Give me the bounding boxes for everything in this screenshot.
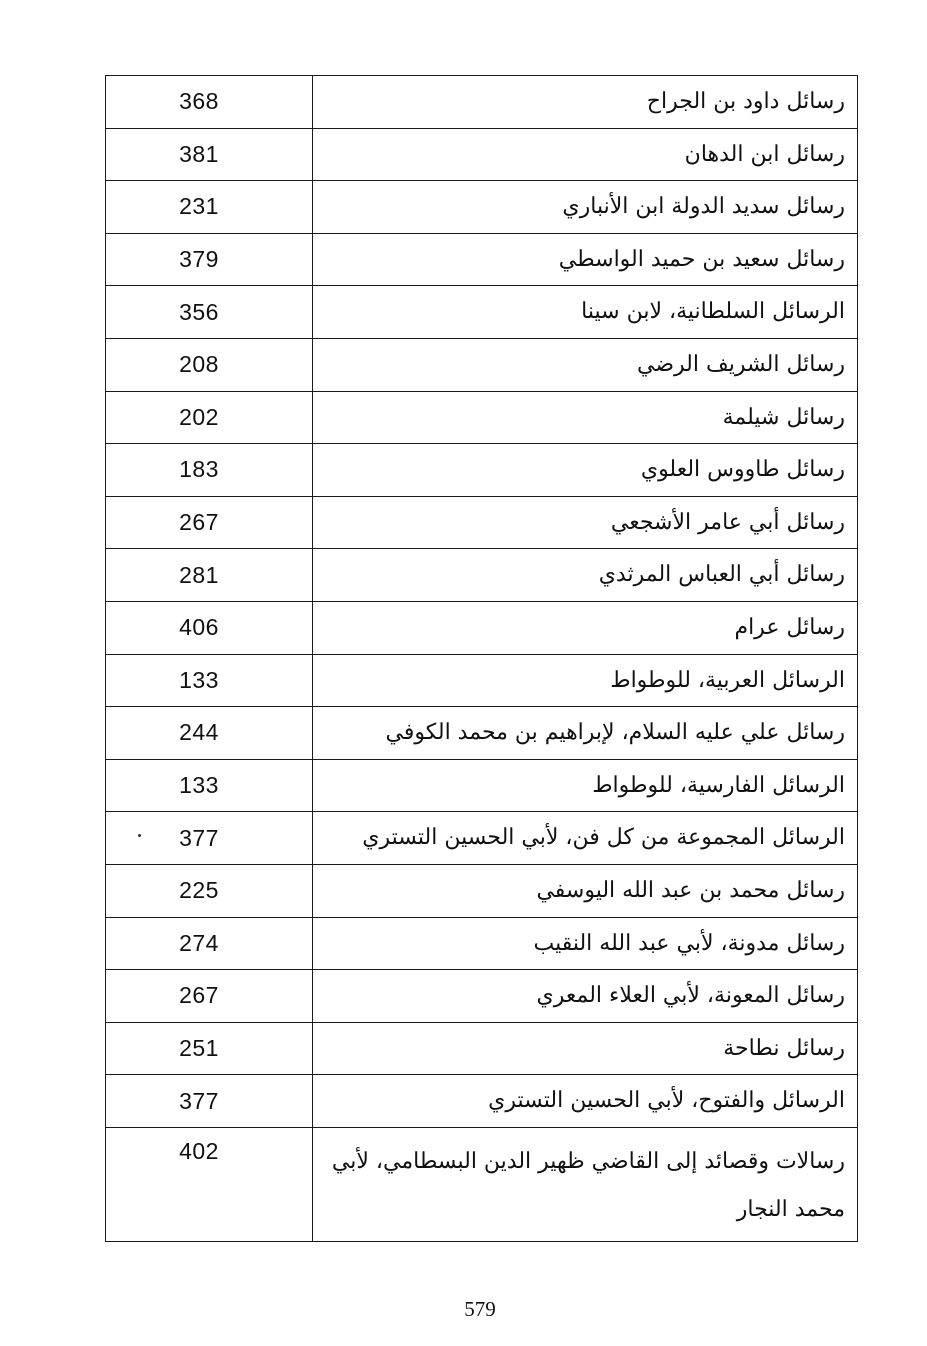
page-ref-cell: 133: [106, 759, 313, 812]
table-row: [106, 812, 858, 865]
entry-title-cell: رسائل الشريف الرضي: [313, 338, 858, 391]
entry-title-cell: رسائل المعونة، لأبي العلاء المعري: [313, 970, 858, 1023]
table-row: [106, 496, 858, 549]
entry-title-cell: رسائل علي عليه السلام، لإبراهيم بن محمد الكوفي: [313, 707, 858, 760]
page-ref-cell: 183: [106, 444, 313, 497]
page-ref-cell: 377: [106, 1075, 313, 1128]
entry-title-cell: رسائل شيلمة: [313, 391, 858, 444]
page-ref-cell: 381: [106, 128, 313, 181]
entry-title-cell: الرسائل العربية، للوطواط: [313, 654, 858, 707]
entry-title-cell: الرسائل السلطانية، لابن سينا: [313, 286, 858, 339]
page-ref-cell: 267: [106, 970, 313, 1023]
page-ref-cell: 202: [106, 391, 313, 444]
entry-title-cell: رسائل مدونة، لأبي عبد الله النقيب: [313, 917, 858, 970]
table-row: [106, 1075, 858, 1128]
page-ref-cell: 406: [106, 601, 313, 654]
table-row: [106, 707, 858, 760]
page-ref-cell: 379: [106, 233, 313, 286]
table-row: [106, 1022, 858, 1075]
index-table-body: [106, 76, 858, 1242]
index-table: [105, 75, 858, 1242]
entry-title-cell: رسائل محمد بن عبد الله اليوسفي: [313, 864, 858, 917]
entry-title-cell: رسائل عرام: [313, 601, 858, 654]
page-ref-cell: 267: [106, 496, 313, 549]
entry-title-cell: رسائل داود بن الجراح: [313, 76, 858, 129]
page-ref-cell: 225: [106, 864, 313, 917]
entry-title-cell: الرسائل المجموعة من كل فن، لأبي الحسين التستري: [313, 812, 858, 865]
page-ref-cell: 251: [106, 1022, 313, 1075]
table-row: [106, 391, 858, 444]
page-ref-cell: 368: [106, 76, 313, 129]
page-number: 579: [464, 1297, 496, 1321]
table-row: [106, 759, 858, 812]
entry-title-cell: رسائل طاووس العلوي: [313, 444, 858, 497]
entry-title-cell: الرسائل الفارسية، للوطواط: [313, 759, 858, 812]
page-ref-cell: 208: [106, 338, 313, 391]
entry-title-cell: رسائل ابن الدهان: [313, 128, 858, 181]
table-row: [106, 864, 858, 917]
entry-title-cell: رسائل نطاحة: [313, 1022, 858, 1075]
table-row: [106, 601, 858, 654]
page-ref-cell: 244: [106, 707, 313, 760]
page-ref-cell: 402: [106, 1127, 313, 1241]
table-row: [106, 286, 858, 339]
table-row: [106, 181, 858, 234]
page-ref-cell: 356: [106, 286, 313, 339]
entry-title-cell: رسالات وقصائد إلى القاضي ظهير الدين البسطامي، لأبي محمد النجار: [313, 1127, 858, 1241]
table-row: [106, 970, 858, 1023]
entry-title-cell: الرسائل والفتوح، لأبي الحسين التستري: [313, 1075, 858, 1128]
entry-title-cell: رسائل أبي عامر الأشجعي: [313, 496, 858, 549]
page-ref-cell: 281: [106, 549, 313, 602]
scan-speck: [138, 834, 141, 837]
table-row: [106, 1127, 858, 1241]
entry-title-cell: رسائل سعيد بن حميد الواسطي: [313, 233, 858, 286]
table-row: [106, 76, 858, 129]
entry-title-cell: رسائل أبي العباس المرثدي: [313, 549, 858, 602]
page-ref-cell: 133: [106, 654, 313, 707]
page-ref-cell: 231: [106, 181, 313, 234]
table-row: [106, 917, 858, 970]
table-row: [106, 338, 858, 391]
table-row: [106, 444, 858, 497]
entry-title-cell: رسائل سديد الدولة ابن الأنباري: [313, 181, 858, 234]
table-row: [106, 233, 858, 286]
table-row: [106, 549, 858, 602]
table-row: [106, 654, 858, 707]
table-row: [106, 128, 858, 181]
page-ref-cell: 274: [106, 917, 313, 970]
page-ref-cell: 377: [106, 812, 313, 865]
